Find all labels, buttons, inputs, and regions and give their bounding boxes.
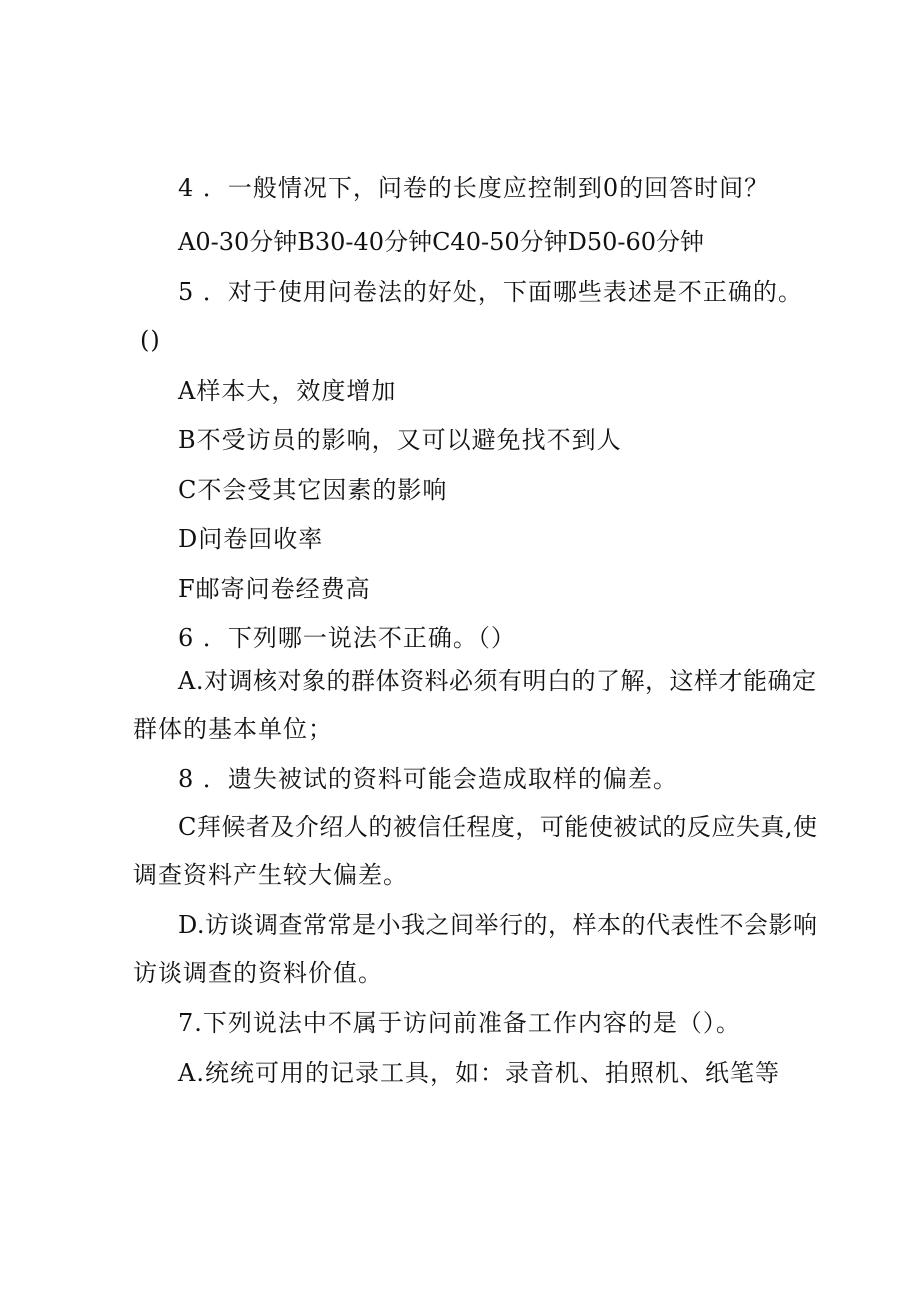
question-6-option-c-line-2: 调查资料产生较大偏差。 [133,861,408,889]
question-5-blank: () [140,326,161,354]
question-7-stem: 7.下列说法中不属于访问前准备工作内容的是（）。 [178,1009,741,1037]
question-5-option-a: A样本大，效度增加 [178,377,397,405]
question-5-option-f: F邮寄问卷经费高 [178,575,371,603]
question-6-option-8: 8 ．遗失被试的资料可能会造成取样的偏差。 [178,765,678,793]
question-6-option-d-line-1: D.访谈调查常常是小我之间举行的，样本的代表性不会影响 [178,911,818,939]
question-5-option-d: D问卷回收率 [178,525,324,553]
question-6-option-d-line-2: 访谈调查的资料价值。 [133,959,383,987]
question-4-stem: 4 ．一般情况下，问卷的长度应控制到0的回答时间？ [178,174,770,202]
question-7-option-a: A.统统可用的记录工具，如：录音机、拍照机、纸笔等 [178,1059,780,1087]
question-5-stem: 5 ．对于使用问卷法的好处，下面哪些表述是不正确的。 [178,278,803,306]
question-6-option-a-line-2: 群体的基本单位； [133,715,333,743]
question-5-option-c: C不会受其它因素的影响 [178,476,448,504]
question-6-option-c-line-1: C拜候者及介绍人的被信任程度，可能使被试的反应失真,使 [178,813,818,841]
question-6-option-a-line-1: A.对调核对象的群体资料必须有明白的了解，这样才能确定 [178,667,817,695]
question-5-option-b: B不受访员的影响，又可以避免找不到人 [178,426,622,454]
question-6-stem: 6 ．下列哪一说法不正确。（） [178,624,516,652]
question-4-options: A0-30分钟B30-40分钟C40-50分钟D50-60分钟 [178,228,705,256]
